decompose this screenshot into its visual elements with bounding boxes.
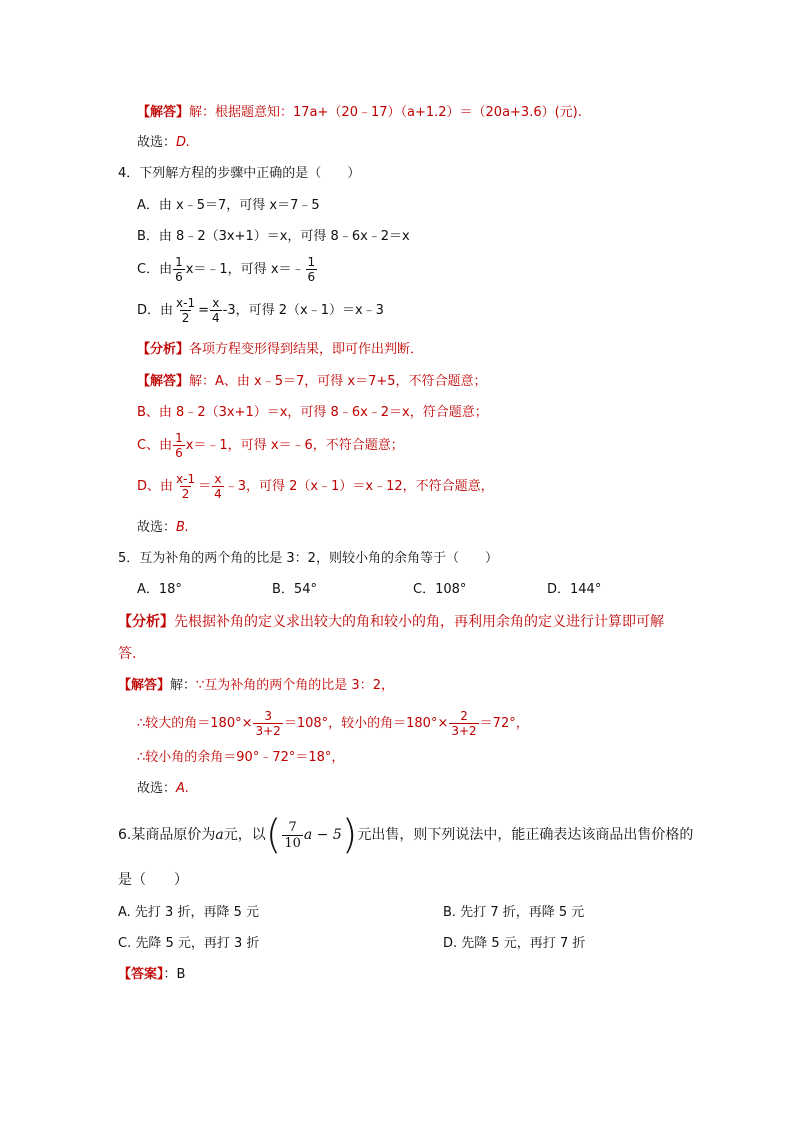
right-paren: ) bbox=[341, 812, 358, 858]
fraction bbox=[212, 473, 224, 500]
q4-option-d-suffix: -3，可得 2（x﹣1）＝x﹣3 bbox=[222, 303, 384, 318]
solution-prefix: 解： bbox=[170, 678, 197, 693]
solution-d-suffix: ﹣3，可得 2（x﹣1）＝x﹣12，不符合题意， bbox=[224, 479, 494, 494]
q5-option-c: C．108° bbox=[413, 582, 467, 597]
q5-analysis-line1 bbox=[118, 613, 664, 631]
q4-analysis bbox=[137, 341, 423, 359]
q6-stem-line2: 是（ ） bbox=[118, 872, 188, 888]
solution-line2-b: ＝108°，较小的角＝180°× bbox=[283, 716, 449, 731]
fraction-den: 10 bbox=[284, 835, 301, 851]
equals-sign: ＝ bbox=[198, 479, 212, 494]
fraction bbox=[306, 256, 318, 283]
solution-c-prefix: C、由 bbox=[137, 438, 173, 453]
q5-option-a: A．18° bbox=[137, 582, 182, 597]
fraction-den: 6 bbox=[175, 446, 183, 460]
solution-line2-a: ∴较大的角＝180°× bbox=[137, 716, 253, 731]
q4-stem: 4．下列解方程的步骤中正确的是（ ） bbox=[118, 166, 361, 181]
q5-solution-line3: ∴较小角的余角＝90°﹣72°＝18°， bbox=[137, 750, 345, 765]
q5-option-b: B．54° bbox=[272, 582, 317, 597]
q4-solution-c bbox=[137, 432, 404, 459]
solution-tag: 【解答】 bbox=[137, 105, 190, 120]
q6-expr-tail: a − 5 bbox=[303, 827, 342, 843]
fraction-den: 2 bbox=[181, 487, 190, 501]
solution-d-prefix: D、由 bbox=[137, 479, 174, 494]
q5-solution-line2 bbox=[137, 710, 529, 737]
q6-variable: a bbox=[215, 827, 224, 843]
fraction bbox=[173, 432, 185, 459]
prev-solution-line bbox=[137, 104, 582, 122]
left-paren: ( bbox=[265, 812, 282, 858]
fraction-num: 7 bbox=[288, 819, 297, 835]
prev-solution-text: 解：根据题意知：17a+（20﹣17）（a+1.2）＝（20a+3.6）(元). bbox=[189, 105, 582, 120]
analysis-text: 各项方程变形得到结果，即可作出判断． bbox=[189, 342, 424, 357]
fraction-den: 2 bbox=[181, 311, 190, 325]
q4-option-c bbox=[137, 256, 318, 283]
choose-answer: B. bbox=[176, 520, 190, 535]
q4-solution-a bbox=[137, 373, 487, 391]
solution-c-suffix: x＝﹣1，可得 x＝﹣6，不符合题意； bbox=[185, 438, 404, 453]
choose-prefix: 故选： bbox=[137, 520, 177, 535]
analysis-text: 先根据补角的定义求出较大的角和较小的角，再利用余角的定义进行计算即可解 bbox=[174, 614, 664, 630]
q4-option-b: B．由 8﹣2（3x+1）＝x，可得 8﹣6x﹣2＝x bbox=[137, 229, 410, 244]
q4-option-c-prefix: C．由 bbox=[137, 262, 173, 277]
choose-prefix: 故选： bbox=[137, 135, 177, 150]
fraction bbox=[449, 710, 478, 737]
solution-text: ∵互为补角的两个角的比是 3：2， bbox=[196, 678, 394, 693]
fraction-num: x-1 bbox=[176, 472, 196, 486]
solution-line2-c: ＝72°， bbox=[479, 716, 529, 731]
q4-choose-line bbox=[137, 519, 189, 537]
q5-option-d: D．144° bbox=[547, 582, 602, 597]
prev-choose-line bbox=[137, 134, 190, 152]
fraction-num: 2 bbox=[460, 709, 468, 723]
equals-sign: = bbox=[198, 303, 209, 318]
q4-option-d bbox=[137, 297, 384, 324]
fraction bbox=[282, 821, 303, 850]
q4-option-c-mid: x＝﹣1，可得 x＝﹣ bbox=[185, 262, 305, 277]
fraction-den: 6 bbox=[175, 270, 183, 284]
q4-option-d-prefix: D．由 bbox=[137, 303, 174, 318]
solution-tag: 【解答】 bbox=[137, 374, 190, 389]
q6-option-d: D. 先降 5 元，再打 7 折 bbox=[443, 936, 586, 951]
fraction-num: 3 bbox=[264, 709, 272, 723]
fraction-den: 4 bbox=[214, 487, 222, 501]
answer-tag: 【答案】 bbox=[118, 967, 164, 982]
fraction-num: 1 bbox=[175, 431, 183, 445]
q6-stem-a: 6.某商品原价为 bbox=[118, 827, 216, 843]
q6-option-c: C. 先降 5 元，再打 3 折 bbox=[118, 936, 260, 951]
fraction-den: 3+2 bbox=[451, 724, 477, 738]
fraction-num: 1 bbox=[175, 255, 183, 269]
fraction-den: 3+2 bbox=[255, 724, 281, 738]
q6-stem-c: 元出售，则下列说法中，能正确表达该商品出售价格的 bbox=[357, 827, 694, 843]
choose-answer: D. bbox=[176, 135, 191, 150]
q6-answer bbox=[118, 966, 185, 984]
solution-text: 解：A、由 x﹣5＝7，可得 x＝7+5，不符合题意； bbox=[189, 374, 487, 389]
choose-answer: A. bbox=[176, 781, 190, 796]
q5-choose-line bbox=[137, 780, 189, 798]
q5-solution-line1 bbox=[118, 677, 394, 695]
fraction bbox=[174, 297, 197, 324]
q5-stem: 5．互为补角的两个角的比是 3：2，则较小角的余角等于（ ） bbox=[118, 551, 498, 566]
solution-tag: 【解答】 bbox=[118, 678, 171, 693]
answer-text: ：B bbox=[163, 967, 186, 982]
q4-solution-d bbox=[137, 473, 494, 500]
fraction-num: 1 bbox=[307, 255, 316, 269]
fraction bbox=[253, 710, 282, 737]
fraction-num: x bbox=[214, 472, 222, 486]
analysis-tag: 【分析】 bbox=[137, 342, 190, 357]
fraction-num: x bbox=[212, 296, 220, 310]
q6-stem-line1 bbox=[118, 813, 693, 857]
q6-stem-b: 元，以 bbox=[223, 827, 266, 843]
fraction bbox=[174, 473, 197, 500]
q4-solution-b: B、由 8﹣2（3x+1）＝x，可得 8﹣6x﹣2＝x，符合题意； bbox=[137, 405, 488, 420]
choose-prefix: 故选： bbox=[137, 781, 177, 796]
q6-option-a: A. 先打 3 折，再降 5 元 bbox=[118, 905, 260, 920]
fraction bbox=[173, 256, 185, 283]
q4-option-a: A．由 x﹣5＝7，可得 x＝7﹣5 bbox=[137, 198, 320, 213]
q5-analysis-line2: 答. bbox=[118, 646, 137, 662]
fraction-num: x-1 bbox=[176, 296, 196, 310]
fraction bbox=[210, 297, 222, 324]
fraction-den: 6 bbox=[307, 270, 316, 284]
fraction-den: 4 bbox=[212, 311, 220, 325]
analysis-tag: 【分析】 bbox=[118, 614, 174, 630]
q6-option-b: B. 先打 7 折，再降 5 元 bbox=[443, 905, 585, 920]
